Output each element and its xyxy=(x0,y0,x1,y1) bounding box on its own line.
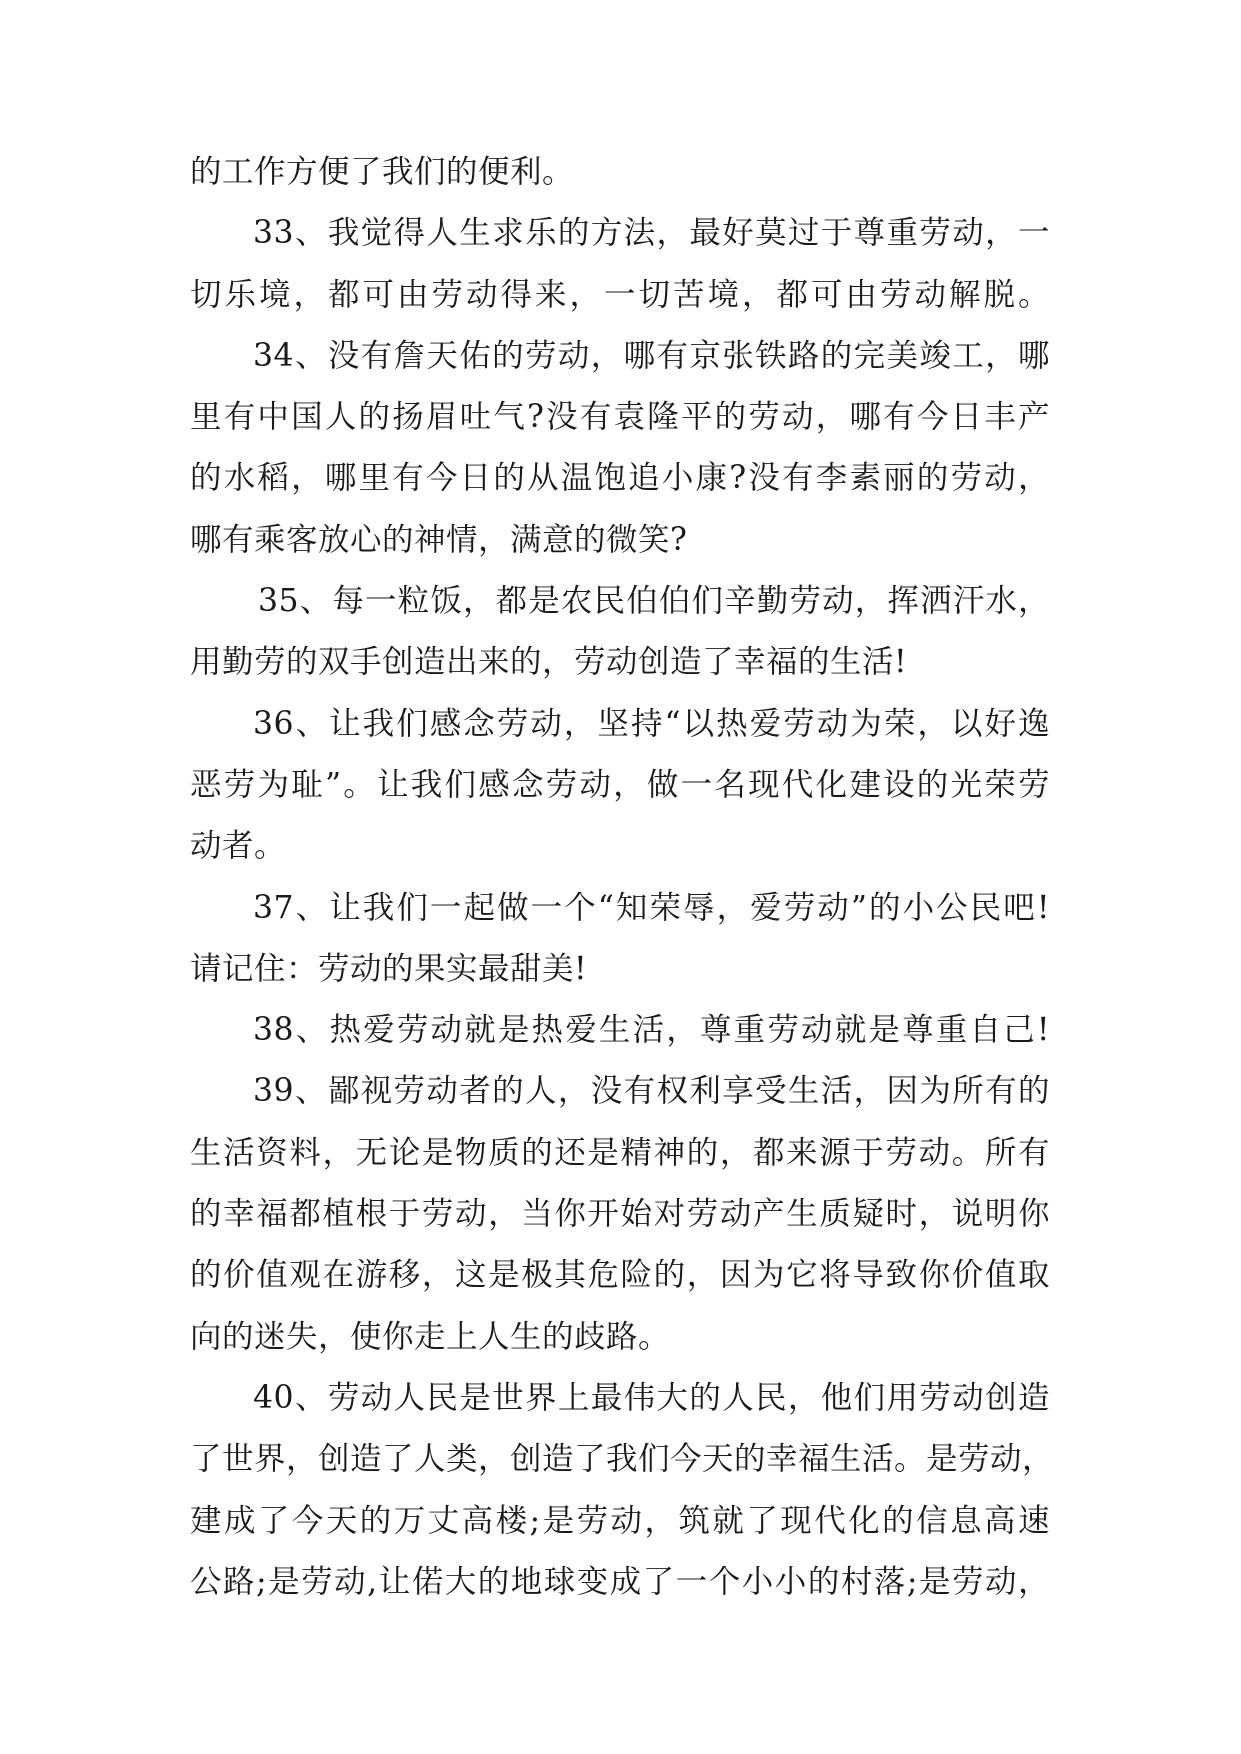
text-line: 40、劳动人民是世界上最伟大的人民，他们用劳动创造 xyxy=(253,1379,1050,1416)
text-line: 哪有乘客放心的神情，满意的微笑? xyxy=(190,521,688,558)
text-line: 37、让我们一起做一个“知荣辱，爱劳动”的小公民吧! xyxy=(253,889,1050,926)
text-line: 了世界，创造了人类，创造了我们今天的幸福生活。是劳动， xyxy=(190,1441,1055,1478)
text-line: 的幸福都植根于劳动，当你开始对劳动产生质疑时，说明你 xyxy=(190,1196,1050,1233)
text-line: 39、鄙视劳动者的人，没有权利享受生活，因为所有的 xyxy=(253,1073,1050,1110)
text-line: 动者。 xyxy=(190,828,287,865)
text-line: 里有中国人的扬眉吐气?没有袁隆平的劳动，哪有今日丰产 xyxy=(190,399,1050,436)
text-line: 36、让我们感念劳动，坚持“以热爱劳动为荣，以好逸 xyxy=(253,705,1050,742)
text-line: 用勤劳的双手创造出来的，劳动创造了幸福的生活! xyxy=(190,644,908,681)
text-line: 34、没有詹天佑的劳动，哪有京张铁路的完美竣工，哪 xyxy=(253,337,1050,374)
text-line: 恶劳为耻”。让我们感念劳动，做一名现代化建设的光荣劳 xyxy=(190,766,1050,803)
text-line: 33、我觉得人生求乐的方法，最好莫过于尊重劳动，一 xyxy=(253,215,1050,252)
text-line: 生活资料，无论是物质的还是精神的，都来源于劳动。所有 xyxy=(190,1134,1050,1171)
text-line: 请记住：劳动的果实最甜美! xyxy=(190,950,588,987)
text-line: 的价值观在游移，这是极其危险的，因为它将导致你价值取 xyxy=(190,1257,1050,1294)
text-line: 38、热爱劳动就是热爱生活，尊重劳动就是尊重自己! xyxy=(253,1012,1050,1049)
body-text xyxy=(190,142,1055,1613)
text-line: 公路;是劳动,让偌大的地球变成了一个小小的村落;是劳动， xyxy=(190,1563,1050,1600)
text-line: 建成了今天的万丈高楼;是劳动，筑就了现代化的信息高速 xyxy=(190,1502,1050,1539)
text-line: 的水稻，哪里有今日的从温饱追小康?没有李素丽的劳动， xyxy=(190,460,1050,497)
text-line: 向的迷失，使你走上人生的歧路。 xyxy=(190,1318,671,1355)
text-line: 35、每一粒饭，都是农民伯伯们辛勤劳动，挥洒汗水， xyxy=(258,583,1050,620)
text-line: 的工作方便了我们的便利。 xyxy=(190,154,575,190)
text-line: 切乐境，都可由劳动得来，一切苦境，都可由劳动解脱。 xyxy=(190,276,1050,313)
